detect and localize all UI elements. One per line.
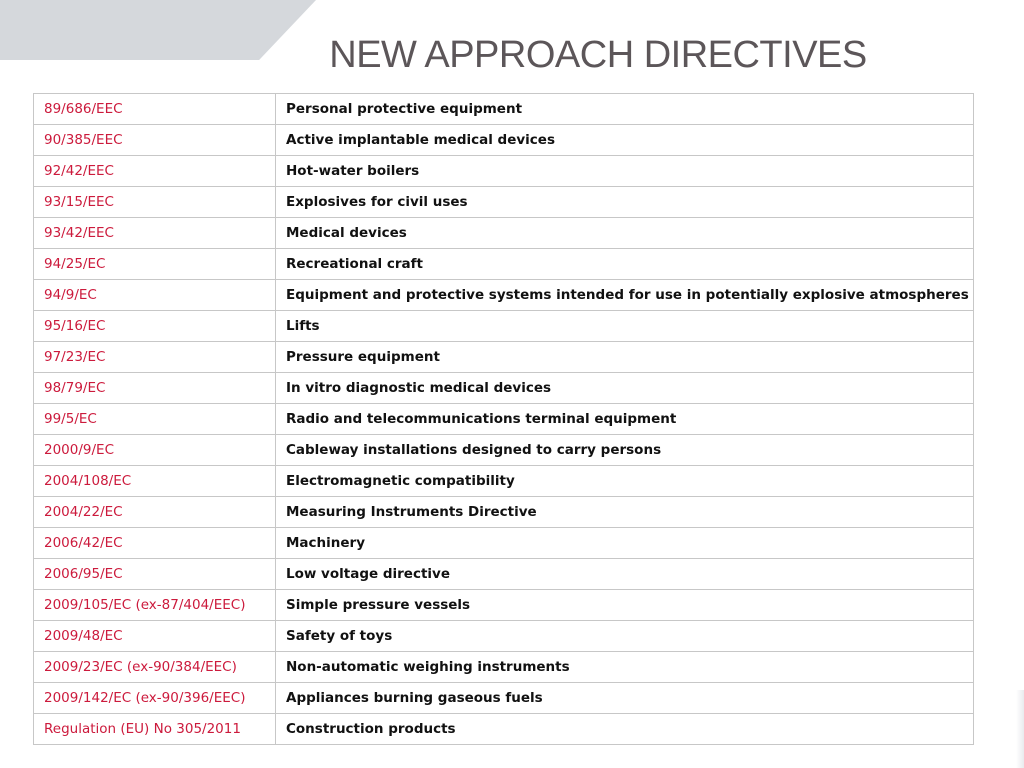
- directive-code: 2000/9/EC: [34, 435, 276, 466]
- table-row: [34, 373, 974, 404]
- directive-code: 95/16/EC: [34, 311, 276, 342]
- directive-description: Recreational craft: [276, 249, 974, 280]
- slide-title: NEW APPROACH DIRECTIVES: [329, 34, 867, 76]
- table-row: [34, 683, 974, 714]
- directive-description: Safety of toys: [276, 621, 974, 652]
- directive-description: Non-automatic weighing instruments: [276, 652, 974, 683]
- directive-code: 98/79/EC: [34, 373, 276, 404]
- directive-description: Cableway installations designed to carry persons: [276, 435, 974, 466]
- directive-code: 93/42/EEC: [34, 218, 276, 249]
- directive-code: 2006/42/EC: [34, 528, 276, 559]
- directive-code: 2009/48/EC: [34, 621, 276, 652]
- directive-code: 2006/95/EC: [34, 559, 276, 590]
- directive-description: Construction products: [276, 714, 974, 745]
- directive-description: Explosives for civil uses: [276, 187, 974, 218]
- table-row: [34, 528, 974, 559]
- directive-code: 2004/22/EC: [34, 497, 276, 528]
- directive-code: 94/9/EC: [34, 280, 276, 311]
- directive-code: 93/15/EEC: [34, 187, 276, 218]
- directive-description: Medical devices: [276, 218, 974, 249]
- directive-description: Lifts: [276, 311, 974, 342]
- directive-code: 90/385/EEC: [34, 125, 276, 156]
- table-row: [34, 435, 974, 466]
- directive-code: 99/5/EC: [34, 404, 276, 435]
- directive-description: Appliances burning gaseous fuels: [276, 683, 974, 714]
- directive-description: Personal protective equipment: [276, 94, 974, 125]
- table-row: [34, 466, 974, 497]
- directive-code: 2009/105/EC (ex-87/404/EEC): [34, 590, 276, 621]
- directive-description: Radio and telecommunications terminal equipment: [276, 404, 974, 435]
- directive-description: Measuring Instruments Directive: [276, 497, 974, 528]
- directive-code: 97/23/EC: [34, 342, 276, 373]
- directive-description: Simple pressure vessels: [276, 590, 974, 621]
- directive-code: 89/686/EEC: [34, 94, 276, 125]
- table-row: [34, 497, 974, 528]
- directive-description: Equipment and protective systems intended for use in potentially explosive atmospheres: [276, 280, 974, 311]
- directive-description: Pressure equipment: [276, 342, 974, 373]
- edge-decoration: [1016, 690, 1024, 768]
- table-row: [34, 559, 974, 590]
- directive-code: Regulation (EU) No 305/2011: [34, 714, 276, 745]
- table-row: [34, 94, 974, 125]
- table-row: [34, 590, 974, 621]
- table-row: [34, 652, 974, 683]
- directive-code: 2009/142/EC (ex-90/396/EEC): [34, 683, 276, 714]
- directive-description: Electromagnetic compatibility: [276, 466, 974, 497]
- table-row: [34, 342, 974, 373]
- directive-description: Active implantable medical devices: [276, 125, 974, 156]
- table-row: [34, 311, 974, 342]
- directive-code: 2004/108/EC: [34, 466, 276, 497]
- table-row: [34, 125, 974, 156]
- table-row: [34, 249, 974, 280]
- directive-description: Low voltage directive: [276, 559, 974, 590]
- table-row: [34, 156, 974, 187]
- directive-code: 92/42/EEC: [34, 156, 276, 187]
- table-row: [34, 621, 974, 652]
- directives-table-body: [34, 94, 974, 745]
- directive-description: In vitro diagnostic medical devices: [276, 373, 974, 404]
- table-row: [34, 187, 974, 218]
- table-row: [34, 218, 974, 249]
- directive-description: Machinery: [276, 528, 974, 559]
- table-row: [34, 280, 974, 311]
- directive-description: Hot-water boilers: [276, 156, 974, 187]
- directive-code: 94/25/EC: [34, 249, 276, 280]
- directive-code: 2009/23/EC (ex-90/384/EEC): [34, 652, 276, 683]
- table-row: [34, 404, 974, 435]
- table-row: [34, 714, 974, 745]
- directives-table: [33, 93, 974, 745]
